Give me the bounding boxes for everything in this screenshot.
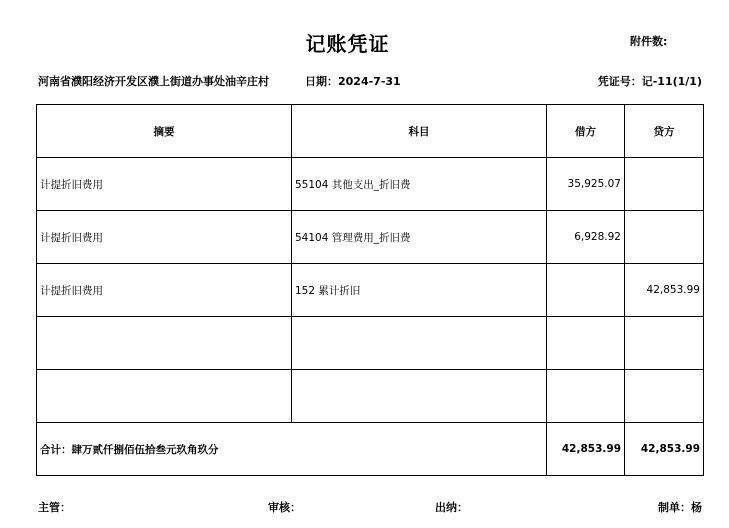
voucher-date: 日期：2024-7-31 <box>305 75 401 88</box>
row-account: 152 累计折旧 <box>292 264 547 317</box>
row-credit <box>625 317 704 370</box>
row-summary <box>37 317 292 370</box>
header-account: 科目 <box>292 105 547 158</box>
row-debit: 6,928.92 <box>547 211 625 264</box>
table-row <box>37 264 704 317</box>
row-debit <box>547 264 625 317</box>
row-summary: 计提折旧费用 <box>37 158 292 211</box>
total-credit: 42,853.99 <box>625 423 704 476</box>
row-credit <box>625 158 704 211</box>
table-row <box>37 370 704 423</box>
signature-cashier: 出纳： <box>435 501 468 514</box>
row-summary: 计提折旧费用 <box>37 264 292 317</box>
row-account: 55104 其他支出_折旧费 <box>292 158 547 211</box>
row-summary <box>37 370 292 423</box>
header-credit: 贷方 <box>625 105 704 158</box>
table-row <box>37 158 704 211</box>
row-summary: 计提折旧费用 <box>37 211 292 264</box>
total-debit: 42,853.99 <box>547 423 625 476</box>
table-header-row <box>37 105 704 158</box>
row-credit: 42,853.99 <box>625 264 704 317</box>
page-title: 记账凭证 <box>305 32 390 56</box>
row-account <box>292 317 547 370</box>
signature-supervisor: 主管： <box>38 501 71 514</box>
signature-reviewer: 审核： <box>268 501 301 514</box>
row-debit: 35,925.07 <box>547 158 625 211</box>
voucher-number: 凭证号：记-11(1/1) <box>597 75 702 88</box>
signature-preparer: 制单：杨 <box>658 501 702 514</box>
organization-name: 河南省濮阳经济开发区濮上街道办事处油辛庄村 <box>38 75 269 88</box>
row-credit <box>625 211 704 264</box>
row-account <box>292 370 547 423</box>
table-row <box>37 211 704 264</box>
row-account: 54104 管理费用_折旧费 <box>292 211 547 264</box>
row-debit <box>547 317 625 370</box>
attachments-label: 附件数: <box>630 35 668 48</box>
row-credit <box>625 370 704 423</box>
header-debit: 借方 <box>547 105 625 158</box>
row-debit <box>547 370 625 423</box>
total-row <box>37 423 704 476</box>
voucher-table <box>36 104 704 476</box>
table-row <box>37 317 704 370</box>
header-summary: 摘要 <box>37 105 292 158</box>
total-label: 合计：肆万贰仟捌佰伍拾叁元玖角玖分 <box>37 423 547 476</box>
